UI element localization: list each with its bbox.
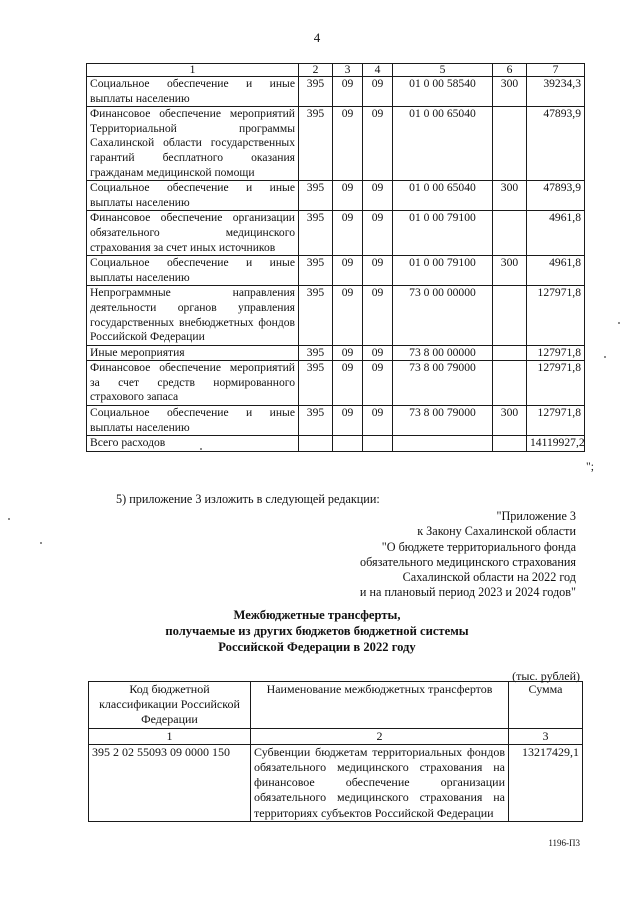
cell-amount: 47893,9 [527,107,585,181]
cell-amount: 14119927,2 [527,436,585,452]
column-number: 2 [299,64,333,77]
cell-amount: 39234,3 [527,77,585,107]
cell-section: 09 [333,211,363,256]
cell-target-article: 01 0 00 65040 [393,181,493,211]
cell-ministry: 395 [299,181,333,211]
table-row [87,107,585,181]
cell-section [333,436,363,452]
appendix-line: "О бюджете территориального фонда [381,539,576,554]
cell-target-article: 73 8 00 79000 [393,361,493,406]
title-line: Межбюджетные трансферты, [233,608,401,622]
cell-amount: 127971,8 [527,345,585,361]
cell-ministry: 395 [299,256,333,286]
table-row [87,361,585,406]
cell-expense-type [493,286,527,345]
cell-section: 09 [333,77,363,107]
expenses-table [86,63,585,452]
scan-speck [604,356,606,358]
cell-expense-type [493,211,527,256]
appendix-line: к Закону Сахалинской области [417,524,576,539]
cell-subsection: 09 [363,107,393,181]
cell-expense-type: 300 [493,256,527,286]
cell-section: 09 [333,361,363,406]
table-row [87,436,585,452]
scan-speck [40,542,42,544]
table-row [87,77,585,107]
cell-ministry: 395 [299,286,333,345]
cell-ministry [299,436,333,452]
document-code: 1196-П3 [548,838,580,848]
column-number: 1 [89,728,251,744]
appendix-line: обязательного медицинского страхования [360,554,576,569]
column-number: 6 [493,64,527,77]
cell-ministry: 395 [299,345,333,361]
appendix-line: "Приложение 3 [496,509,576,523]
cell-subsection [363,436,393,452]
column-number: 2 [251,728,509,744]
cell-target-article: 01 0 00 79100 [393,211,493,256]
cell-name: Социальное обеспечение и иные выплаты населению [87,181,299,211]
cell-target-article: 01 0 00 65040 [393,107,493,181]
header-name: Наименование межбюджетных трансфертов [251,682,509,729]
cell-subsection: 09 [363,406,393,436]
cell-name: Социальное обеспечение и иные выплаты населению [87,406,299,436]
cell-expense-type [493,345,527,361]
cell-amount: 127971,8 [527,286,585,345]
column-number: 3 [509,728,583,744]
cell-subsection: 09 [363,256,393,286]
cell-target-article: 01 0 00 58540 [393,77,493,107]
cell-expense-type: 300 [493,406,527,436]
cell-target-article: 73 8 00 79000 [393,406,493,436]
cell-subsection: 09 [363,361,393,406]
table-row [87,345,585,361]
cell-expense-type [493,361,527,406]
table-row [87,286,585,345]
appendix-heading [176,509,576,601]
cell-target-article: 01 0 00 79100 [393,256,493,286]
column-number: 1 [87,64,299,77]
table-row [87,406,585,436]
title-line: получаемые из других бюджетов бюджетной системы [165,623,469,638]
table-closing-quote: "; [586,460,594,473]
cell-name: Финансовое обеспечение организации обязательного медицинского страхования за счет иных источников [87,211,299,256]
cell-expense-type [493,436,527,452]
cell-amount: 4961,8 [527,256,585,286]
column-number: 7 [527,64,585,77]
cell-section: 09 [333,345,363,361]
cell-name: Социальное обеспечение и иные выплаты населению [87,256,299,286]
title-line: Российской Федерации в 2022 году [218,639,416,654]
appendix-line: Сахалинской области на 2022 год [402,570,576,585]
cell-section: 09 [333,256,363,286]
units-label: (тыс. рублей) [512,669,580,683]
cell-ministry: 395 [299,406,333,436]
cell-section: 09 [333,406,363,436]
cell-amount: 47893,9 [527,181,585,211]
column-number: 3 [333,64,363,77]
cell-expense-type [493,107,527,181]
table-row [87,211,585,256]
cell-name: Непрограммные направления деятельности органов управления государственных внебюджетных фондов Российской Федерации [87,286,299,345]
cell-code: 395 2 02 55093 09 0000 150 [89,744,251,821]
scan-speck [200,448,202,450]
cell-target-article: 73 8 00 00000 [393,345,493,361]
cell-target-article: 73 0 00 00000 [393,286,493,345]
header-sum: Сумма [509,682,583,729]
table-row [87,256,585,286]
cell-name: Финансовое обеспечение мероприятий за счет средств нормированного страхового запаса [87,361,299,406]
cell-ministry: 395 [299,211,333,256]
cell-amount: 127971,8 [527,361,585,406]
cell-amount: 4961,8 [527,211,585,256]
cell-subsection: 09 [363,286,393,345]
appendix-line: и на плановый период 2023 и 2024 годов" [359,585,576,600]
cell-section: 09 [333,107,363,181]
cell-subsection: 09 [363,211,393,256]
column-number: 5 [393,64,493,77]
cell-ministry: 395 [299,107,333,181]
cell-subsection: 09 [363,77,393,107]
header-code: Код бюджетной классификации Российской Федерации [89,682,251,729]
cell-expense-type: 300 [493,77,527,107]
table-row [89,744,583,821]
cell-name: Иные мероприятия [87,345,299,361]
column-number: 4 [363,64,393,77]
scan-speck [618,322,620,324]
cell-subsection: 09 [363,345,393,361]
cell-section: 09 [333,181,363,211]
page-number: 4 [313,30,321,45]
cell-name: Социальное обеспечение и иные выплаты населению [87,77,299,107]
cell-ministry: 395 [299,77,333,107]
cell-amount: 127971,8 [527,406,585,436]
cell-target-article [393,436,493,452]
cell-name: Всего расходов [87,436,299,452]
document-title [0,608,634,655]
scan-speck [8,518,10,520]
cell-ministry: 395 [299,361,333,406]
cell-expense-type: 300 [493,181,527,211]
cell-name: Субвенции бюджетам территориальных фондов обязательного медицинского страхования на финансовое обеспечение организации обязательного медицинского страхования на территориях субъектов Российской Федерации [251,744,509,821]
cell-sum: 13217429,1 [509,744,583,821]
cell-name: Финансовое обеспечение мероприятий Территориальной программы Сахалинской области государственных гарантий бесплатного оказания гражданам медицинской помощи [87,107,299,181]
transfers-table [88,681,583,822]
cell-section: 09 [333,286,363,345]
amendment-paragraph: 5) приложение 3 изложить в следующей редакции: [116,492,380,506]
cell-subsection: 09 [363,181,393,211]
table-row [87,181,585,211]
